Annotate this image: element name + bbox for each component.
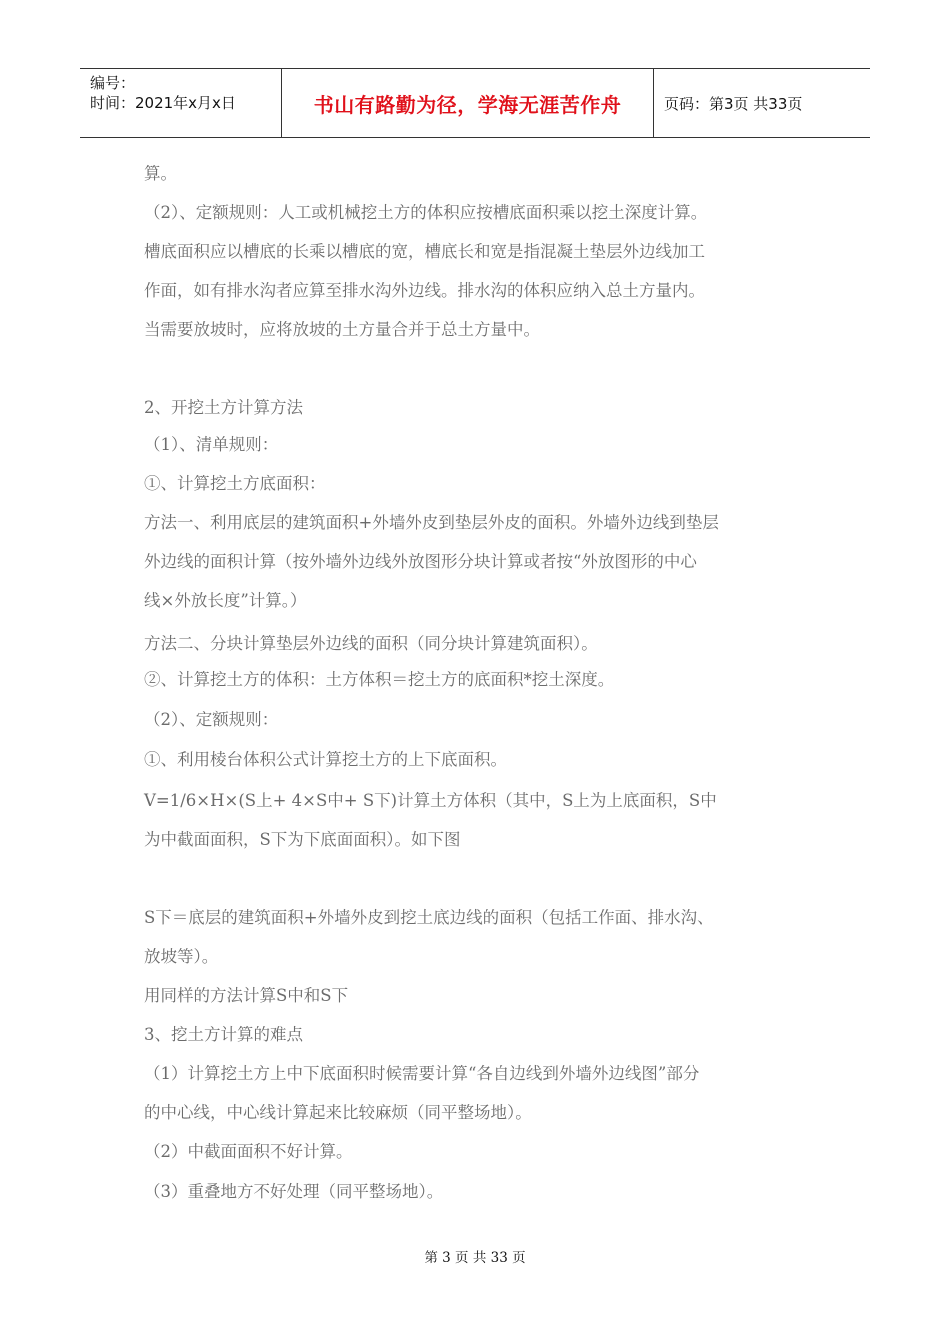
body-line: 外边线的面积计算（按外墙外边线外放图形分块计算或者按“外放图形的中心 [144, 552, 697, 571]
page-footer: 第 3 页 共 33 页 [424, 1250, 526, 1266]
body-line: 为中截面面积，S下为下底面面积）。如下图 [144, 830, 461, 849]
document-date: 时间：2021年x月x日 [90, 94, 236, 112]
body-line: 的中心线，中心线计算起来比较麻烦（同平整场地）。 [144, 1103, 532, 1122]
header-page-info: 页码：第3页 共33页 [664, 94, 803, 113]
formula-line: V=1/6×H×(S上+ 4×S中+ S下)计算土方体积（其中，S上为上底面积，S中 [144, 791, 717, 810]
body-line: 槽底面积应以槽底的长乘以槽底的宽，槽底长和宽是指混凝土垫层外边线加工 [144, 242, 705, 261]
body-line: 方法一、利用底层的建筑面积+外墙外皮到垫层外皮的面积。外墙外边线到垫层 [144, 513, 719, 532]
body-line: （3）重叠地方不好处理（同平整场地）。 [144, 1182, 444, 1201]
body-line: 方法二、分块计算垫层外边线的面积（同分块计算建筑面积）。 [144, 634, 598, 653]
header-motto: 书山有路勤为径，学海无涯苦作舟 [282, 69, 654, 137]
body-line: S下＝底层的建筑面积+外墙外皮到挖土底边线的面积（包括工作面、排水沟、 [144, 908, 714, 927]
body-line: （2）、定额规则： [144, 710, 279, 729]
body-line: 用同样的方法计算S中和S下 [144, 986, 349, 1005]
body-line: ②、计算挖土方的体积：土方体积＝挖土方的底面积*挖土深度。 [144, 670, 615, 689]
page-header [80, 68, 870, 138]
body-line: （1）、清单规则： [144, 435, 279, 454]
document-number-label: 编号： [90, 74, 136, 92]
body-line: （1）计算挖土方上中下底面积时候需要计算“各自边线到外墙外边线图”部分 [144, 1064, 700, 1083]
body-line: ①、利用棱台体积公式计算挖土方的上下底面积。 [144, 750, 507, 769]
body-line: 作面，如有排水沟者应算至排水沟外边线。排水沟的体积应纳入总土方量内。 [144, 281, 705, 300]
body-line: （2）、定额规则：人工或机械挖土方的体积应按槽底面积乘以挖土深度计算。 [144, 203, 708, 222]
section-heading: 2、开挖土方计算方法 [144, 398, 303, 417]
section-heading: 3、挖土方计算的难点 [144, 1025, 303, 1044]
body-line: 线×外放长度”计算。） [144, 591, 307, 610]
body-line: 放坡等）。 [144, 947, 219, 966]
body-line: 算。 [144, 164, 177, 183]
header-meta [80, 69, 282, 137]
body-line: （2）中截面面积不好计算。 [144, 1142, 353, 1161]
body-line: ①、计算挖土方底面积： [144, 474, 326, 493]
body-line: 当需要放坡时，应将放坡的土方量合并于总土方量中。 [144, 320, 540, 339]
